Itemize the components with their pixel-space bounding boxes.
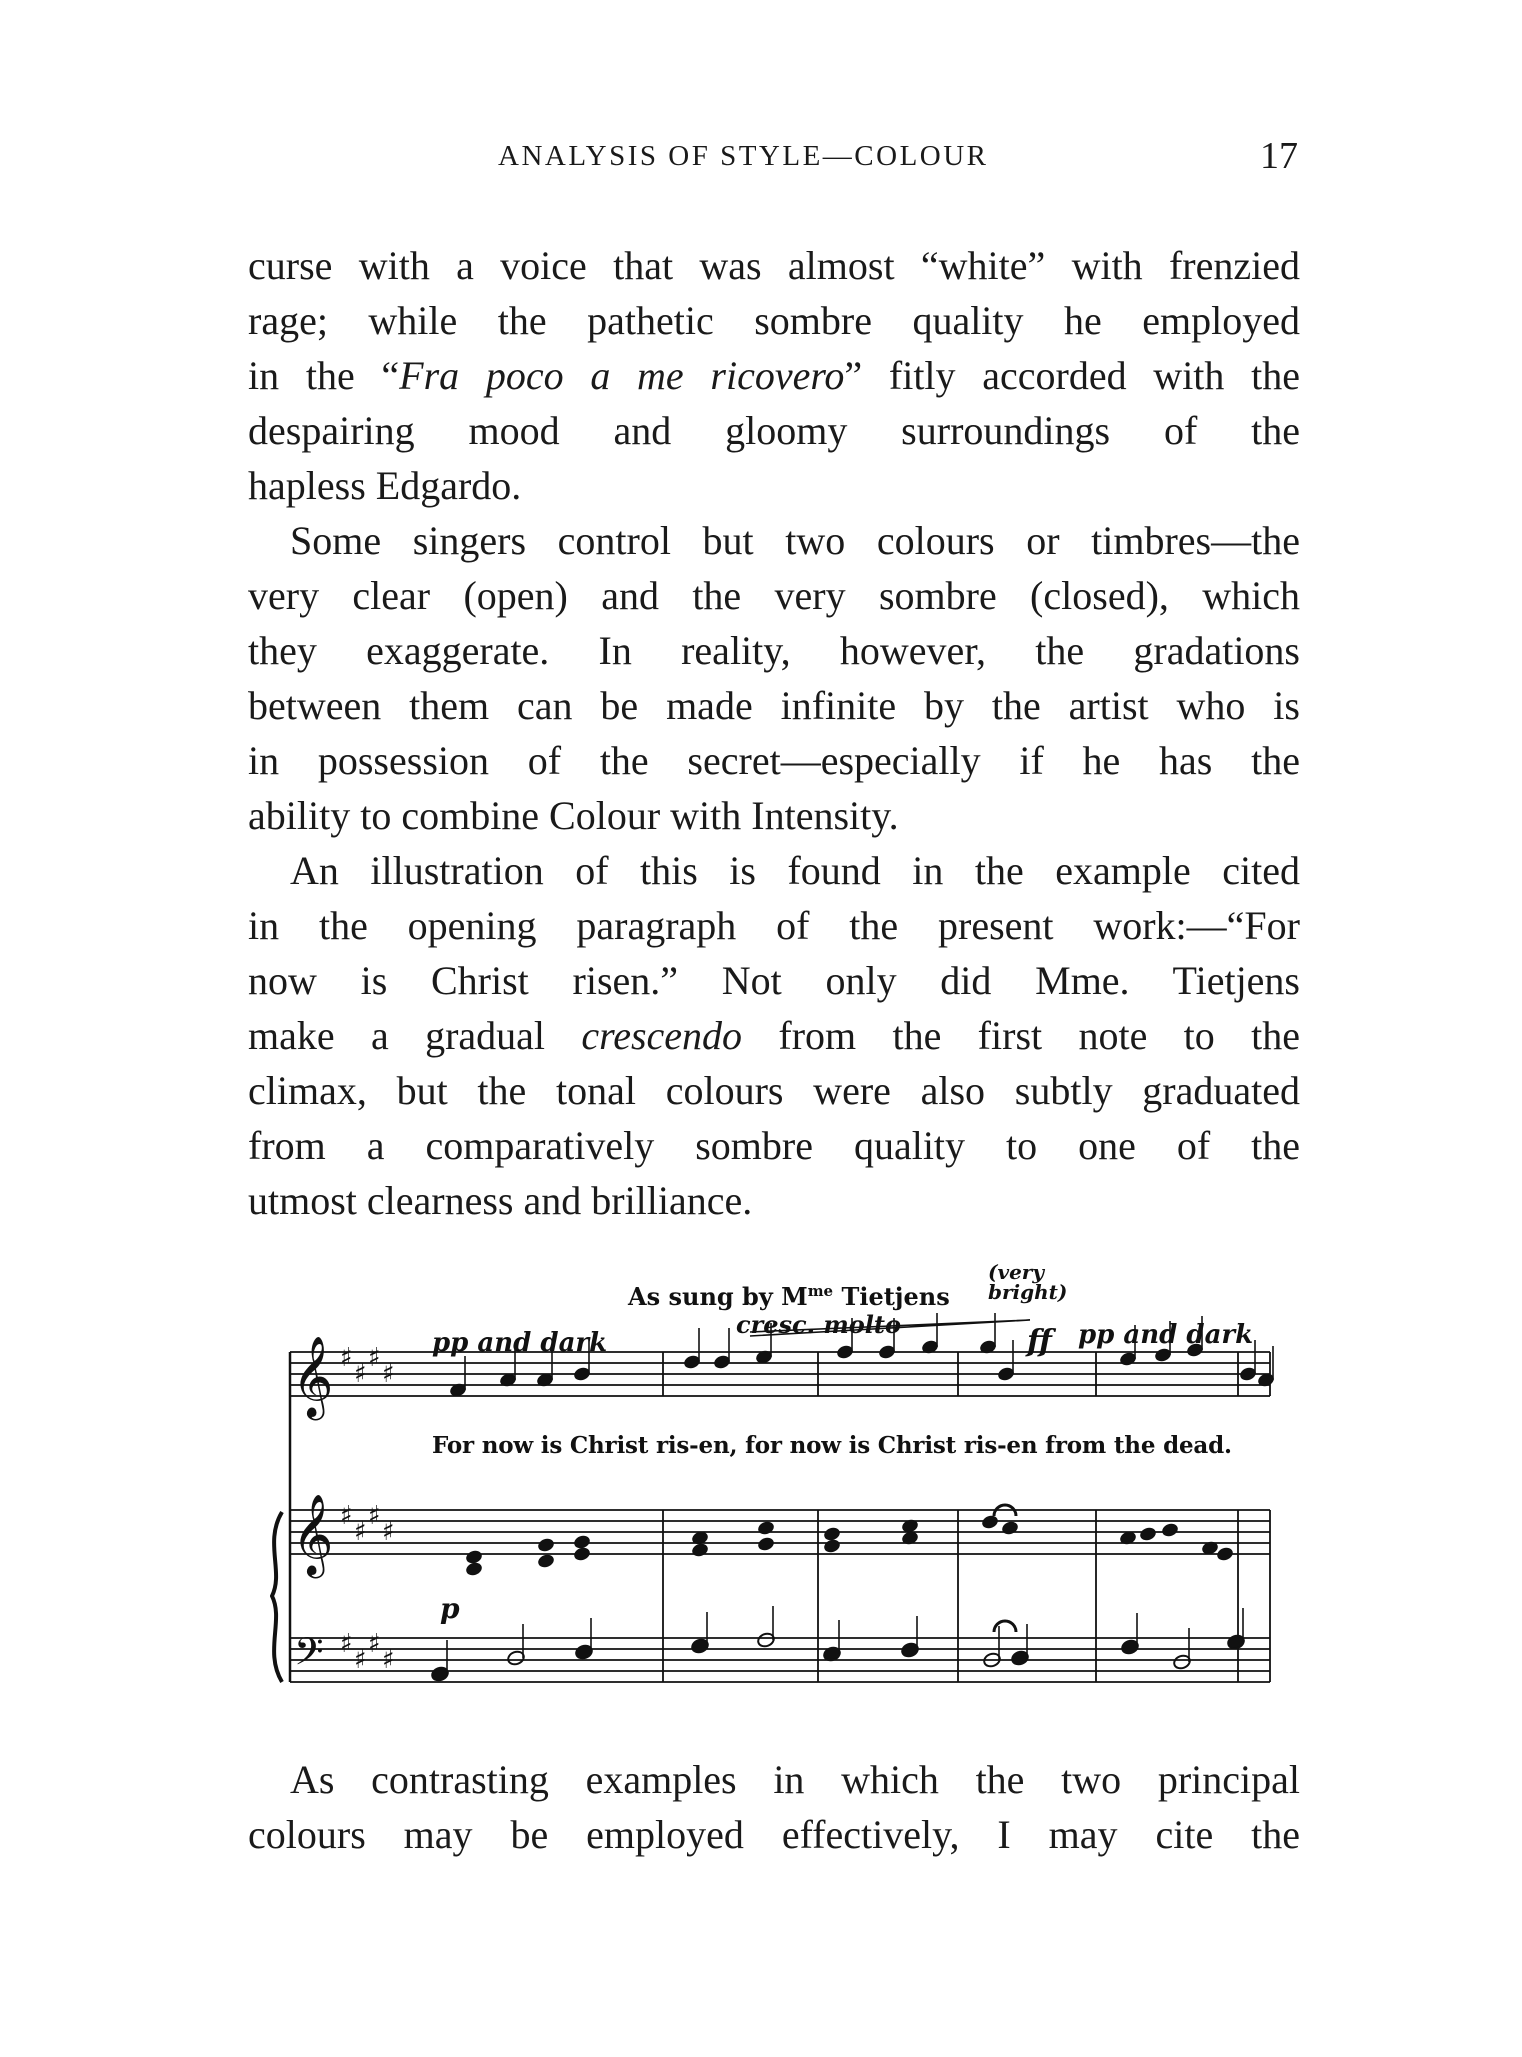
- text-line: in the opening paragraph of the present work:—“For: [248, 903, 1300, 948]
- sharp-sign: ♯: [368, 1629, 381, 1659]
- body-text-bottom: [248, 1752, 1300, 1862]
- note-head: [536, 1553, 555, 1570]
- text-span: in the “: [248, 353, 400, 398]
- music-example: [270, 1262, 1290, 1712]
- sharp-sign: ♯: [354, 1645, 367, 1675]
- dynamic-marking: pp and dark: [432, 1328, 608, 1358]
- paragraph-1: [248, 238, 1300, 513]
- sharp-sign: ♯: [368, 1501, 381, 1531]
- opera-aria-title: Fra poco a me ricovero: [399, 353, 845, 398]
- sharp-sign: ♯: [340, 1629, 353, 1659]
- note-head: [464, 1561, 483, 1578]
- fortissimo-marking: ff: [1027, 1324, 1052, 1359]
- note-head: [572, 1546, 591, 1563]
- page-number: 17: [1260, 135, 1298, 177]
- text-line: Some singers control but two colours or timbres—the: [290, 518, 1300, 563]
- sharp-sign: ♯: [354, 1359, 367, 1389]
- text-line: ability to combine Colour with Intensity.: [248, 793, 899, 838]
- expression-line: bright): [988, 1280, 1068, 1304]
- note-head: [822, 1538, 841, 1555]
- note-head: [1000, 1520, 1019, 1537]
- text-line: utmost clearness and brilliance.: [248, 1178, 753, 1223]
- text-line: hapless Edgardo.: [248, 463, 522, 508]
- note-head: [536, 1537, 555, 1554]
- text-line: despairing mood and gloomy surroundings of the: [248, 408, 1300, 453]
- body-text-top: [248, 238, 1300, 1228]
- text-line: now is Christ risen.” Not only did Mme. Tietjens: [248, 958, 1300, 1003]
- expression-marking: [988, 1262, 1067, 1302]
- text-line: from a comparatively sombre quality to one of the: [248, 1123, 1300, 1168]
- paragraph-3: [248, 843, 1300, 1228]
- sharp-sign: ♯: [382, 1517, 395, 1547]
- bass-clef: 𝄢: [294, 1629, 324, 1683]
- note-head: [756, 1520, 775, 1537]
- music-credit: [628, 1282, 950, 1311]
- sharp-sign: ♯: [354, 1517, 367, 1547]
- credit-text: As sung by M: [628, 1282, 808, 1311]
- text-line: climax, but the tonal colours were also subtly graduated: [248, 1068, 1300, 1113]
- dynamic-marking: pp and dark: [1078, 1320, 1254, 1350]
- text-line: [248, 1008, 1300, 1063]
- note-head: [1215, 1546, 1234, 1563]
- running-head: [0, 135, 1522, 180]
- brace: [272, 1512, 282, 1682]
- crescendo-marking: cresc. molto: [736, 1310, 901, 1339]
- paragraph-4: [248, 1752, 1300, 1862]
- sharp-sign: ♯: [382, 1645, 395, 1675]
- expression-line: (very: [988, 1260, 1044, 1284]
- fermata: [994, 1621, 1016, 1632]
- note-head: [1138, 1526, 1157, 1543]
- sharp-sign: ♯: [340, 1501, 353, 1531]
- sharp-sign: ♯: [368, 1343, 381, 1373]
- italic-term: crescendo: [581, 1013, 743, 1058]
- text-line: rage; while the pathetic sombre quality he employed: [248, 298, 1300, 343]
- note-head: [1160, 1522, 1179, 1539]
- text-line: in possession of the secret—especially if he has the: [248, 738, 1300, 783]
- text-line: very clear (open) and the very sombre (closed), which: [248, 573, 1300, 618]
- text-line: As contrasting examples in which the two principal: [290, 1757, 1300, 1802]
- paragraph-2: [248, 513, 1300, 843]
- accompaniment-dynamic: p: [440, 1592, 460, 1625]
- note-head: [690, 1542, 709, 1559]
- credit-superscript: me: [807, 1282, 834, 1300]
- treble-clef: 𝄞: [292, 1335, 334, 1417]
- text-line: An illustration of this is found in the example cited: [290, 848, 1300, 893]
- text-span: ” fitly accorded with the: [844, 353, 1300, 398]
- credit-text: Tietjens: [833, 1282, 950, 1311]
- sharp-sign: ♯: [382, 1359, 395, 1389]
- text-line: colours may be employed effectively, I may cite the: [248, 1812, 1300, 1857]
- lyrics: For now is Christ ris-en, for now is Christ ris-en from the dead.: [432, 1432, 1232, 1459]
- treble-clef: 𝄞: [292, 1493, 334, 1575]
- note-head: [980, 1514, 999, 1531]
- text-line: between them can be made infinite by the artist who is: [248, 683, 1300, 728]
- text-line: curse with a voice that was almost “white” with frenzied: [248, 243, 1300, 288]
- text-line: [248, 348, 1300, 403]
- note-head: [756, 1536, 775, 1553]
- running-title: ANALYSIS OF STYLE—COLOUR: [498, 140, 989, 172]
- text-span: from the first note to the: [742, 1013, 1300, 1058]
- sharp-sign: ♯: [340, 1343, 353, 1373]
- text-line: they exaggerate. In reality, however, the gradations: [248, 628, 1300, 673]
- text-span: make a gradual: [248, 1013, 582, 1058]
